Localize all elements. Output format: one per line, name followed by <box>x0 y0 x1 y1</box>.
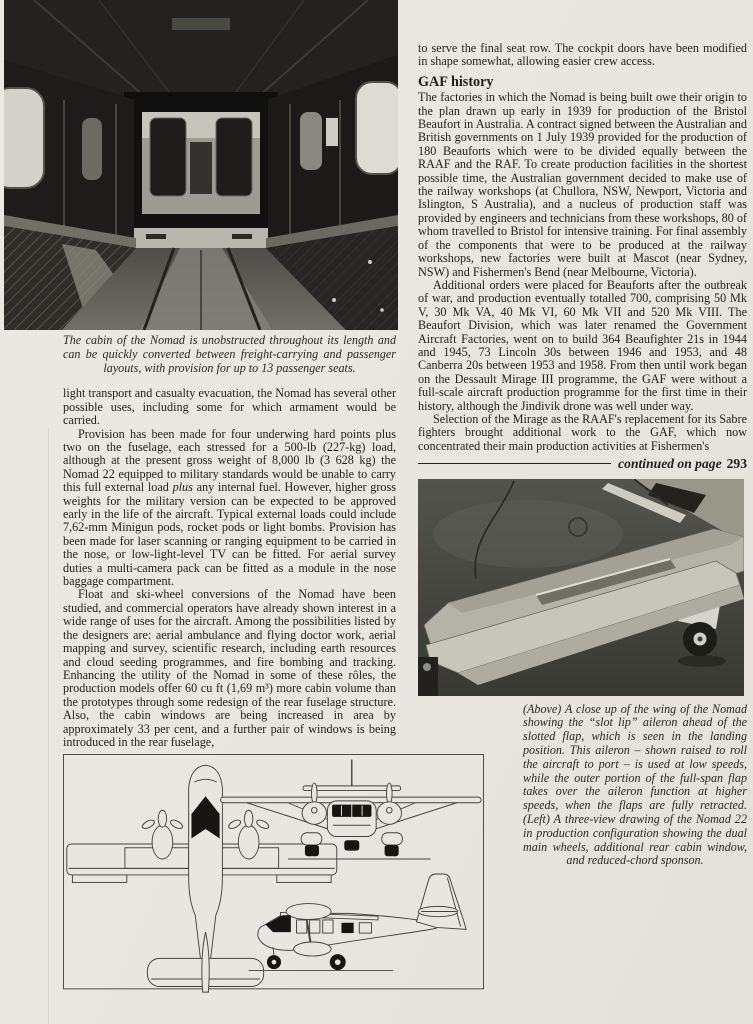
cabin-interior-photo <box>4 0 398 330</box>
wing-photo-caption: (Above) A close up of the wing of the Nomad showing the “slot lip” aileron ahead of the slotted flap, which is seen in the landing position. This aileron – shown raised to roll the aircraft to port – is used at low speeds, while the outer portion of the full-span flap takes over the aileron function at higher speeds, when the flaps are fully retracted. (Left) A three-view drawing of the Nomad 22 in production configuration showing the dual main wheels, additional rear cabin window, and reduced-chord sponson. <box>523 701 747 868</box>
wing-photo <box>418 479 747 696</box>
continued-rule <box>418 463 611 464</box>
continued-label: continued on page <box>618 456 722 472</box>
section-heading: GAF history <box>418 73 494 90</box>
continued-notice <box>418 457 747 470</box>
continued-page-number: 293 <box>726 456 747 472</box>
left-column <box>63 334 396 999</box>
body-paragraph: Float and ski-wheel conversions of the Nomad have been studied, and commercial operators have already shown interest in a wide range of uses for the aircraft. Among the possibilities listed by the designers are: aerial ambulance and flying doctor work, aerial mapping and survey, scientific research, including earth resources and cloud seeding programmes, and fire bombing and tracking. Enhancing the utility of the Nomad in some of these rôles, the production models offer 60 cu ft (1,69 m³) more cabin volume than the prototypes through some redesign of the rear fuselage structure. Also, the cabin windows are being increased in area by approximately 33 per cent, and a further pair of windows is being introduced in the rear fuselage, <box>63 587 396 749</box>
left-column-body <box>63 387 396 749</box>
three-view-drawing <box>63 754 396 999</box>
paragraph-text: any internal fuel. However, higher gross weights for the military version can be expected to be approved early in the life of the aircraft. Typical external loads could include 7,62-mm Minigun pods, rocket pods or light bombs. Provision has been made for laser scanning or ranging equipment to be carried in the nose, or low-light-level TV can be fitted. For aerial survey duties a multi-camera pack can be fitted as a module in the nose baggage compartment. <box>63 480 396 589</box>
body-paragraph <box>63 428 396 589</box>
body-paragraph: to serve the final seat row. The cockpit doors have been modified in shape somewhat, allowing easier crew access. <box>418 41 747 69</box>
right-column <box>418 42 747 868</box>
page-crease <box>48 428 49 1024</box>
body-paragraph: Additional orders were placed for Beauforts after the outbreak of war, and production eventually totalled 700, comprising 50 Mk V, 30 Mk VA, 40 Mk VI, 60 Mk VII and 520 Mk VIII. The Beaufort Division, which was later renamed the Government Aircraft Factories, went on to build 364 Beaufighter 21s in 1944 and 1945, 73 Lincoln 30s between 1946 and 1953, and 48 Canberra 20s between 1953 and 1958. From then until work began on the Dessault Mirage III programme, the GAF were without a full-scale aircraft production programme for the first time in their history, although the Jindivik drone was well under way. <box>418 277 747 413</box>
paragraph-text: Provision has been made for four underwing hard points plus two on the fuselage, each stressed for a 500-lb (227-kg) load, although at the present gross weight of 8,000 lb (3 628 kg) the Nomad 22 equipped to military standards would be unable to carry this full external load <box>63 426 396 495</box>
body-paragraph: The factories in which the Nomad is being built owe their origin to the plan drawn up early in 1939 for production of the Bristol Beaufort in Australia. A contract signed between the Australian and British governments on 1 July 1939 provided for the production of 180 Beauforts which were to be divided equally between the RAAF and the RAF. To create production facilities in the shortest possible time, the Australian government decided to make use of the railway workshops (at Chullora, NSW, Newport, Victoria and Islington, S Australia), and a nucleus of production staff was provided by engineers and technicians from these workshops, 80 of whom travelled to Bristol for intensive training. For final assembly of the components that were to be produced at the railway workshops, new factories were built at Mascot (near Sydney, NSW) and Fishermen's Bend (near Melbourne, Victoria). <box>418 90 747 279</box>
body-paragraph: Selection of the Mirage as the RAAF's replacement for its Sabre fighters brought additional work to the GAF, which now concentrated their main production activities at Fishermen's <box>418 411 747 453</box>
cabin-photo-caption: The cabin of the Nomad is unobstructed throughout its length and can be quickly converted between freight-carrying and passenger layouts, with provision for up to 13 passenger seats. <box>63 333 396 375</box>
cabin-interior-photo-image <box>4 0 398 330</box>
paragraph-italic-word: plus <box>172 480 193 495</box>
wing-photo-image <box>418 479 744 696</box>
body-paragraph: light transport and casualty evacuation, the Nomad has several other possible uses, including some for which armament would be carried. <box>63 386 397 428</box>
